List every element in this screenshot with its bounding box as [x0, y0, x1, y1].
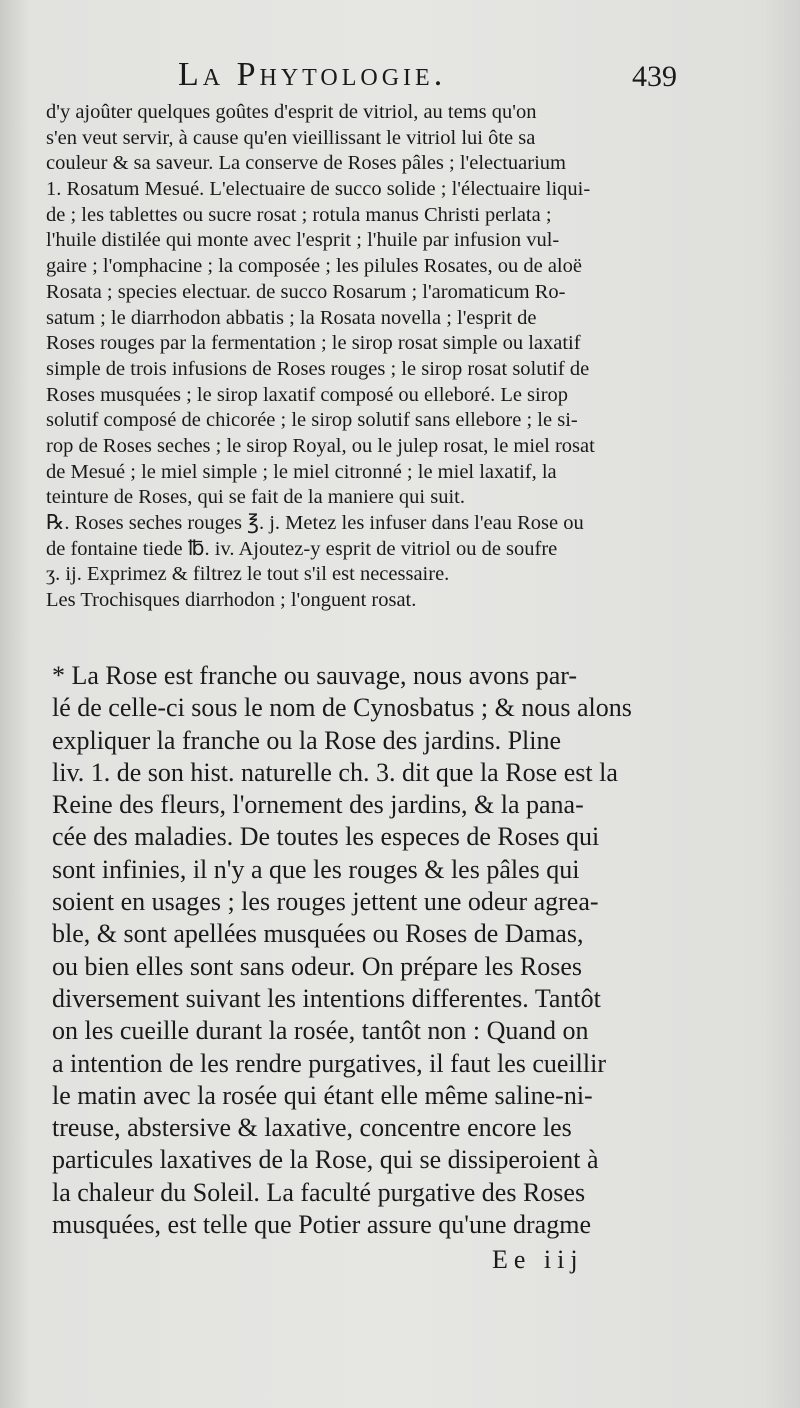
text-line: Rosata ; species electuar. de succo Rosarum ; l'aromaticum Ro-: [46, 280, 566, 303]
running-title: La Phytologie.: [178, 56, 447, 93]
text-line: Les Trochisques diarrhodon ; l'onguent rosat.: [46, 589, 417, 612]
text-line: liv. 1. de son hist. naturelle ch. 3. dit que la Rose est la: [52, 757, 618, 787]
text-line: musquées, est telle que Potier assure qu'une dragme: [52, 1210, 591, 1240]
text-line: ble, & sont apellées musquées ou Roses de Damas,: [52, 919, 584, 949]
text-line: la chaleur du Soleil. La faculté purgative des Roses: [52, 1177, 586, 1207]
text-line: a intention de les rendre purgatives, il faut les cueillir: [52, 1048, 607, 1078]
text-line: treuse, abstersive & laxative, concentre encore les: [52, 1113, 572, 1143]
text-line: solutif composé de chicorée ; le sirop solutif sans ellebore ; le si-: [46, 409, 578, 432]
signature-mark: Ee iij: [492, 1245, 584, 1274]
text-line: teinture de Roses, qui se fait de la maniere qui suit.: [46, 486, 465, 509]
text-line: satum ; le diarrhodon abbatis ; la Rosata novella ; l'esprit de: [46, 306, 537, 329]
text-line: couleur & sa saveur. La conserve de Roses pâles ; l'electuarium: [46, 152, 566, 175]
text-line: soient en usages ; les rouges jettent une odeur agrea-: [52, 887, 599, 917]
page-header: [0, 56, 800, 100]
text-line: sont infinies, il n'y a que les rouges & les pâles qui: [52, 854, 580, 884]
recipe-text-block: [46, 100, 686, 614]
text-line: d'y ajoûter quelques goûtes d'esprit de vitriol, au tems qu'on: [46, 101, 537, 123]
text-line: on les cueille durant la rosée, tantôt non : Quand on: [52, 1016, 589, 1046]
text-line: le matin avec la rosée qui étant elle même saline-ni-: [52, 1080, 593, 1110]
text-line: simple de trois infusions de Roses rouges ; le sirop rosat solutif de: [46, 357, 590, 380]
text-line: cée des maladies. De toutes les especes de Roses qui: [52, 822, 600, 852]
text-line: diversement suivant les intentions differentes. Tantôt: [52, 983, 601, 1013]
text-line: ou bien elles sont sans odeur. On prépare les Roses: [52, 951, 583, 981]
text-line: 1. Rosatum Mesué. L'electuaire de succo solide ; l'électuaire liqui-: [46, 178, 591, 201]
page-number: 439: [632, 60, 677, 93]
text-line: expliquer la franche ou la Rose des jardins. Pline: [52, 725, 562, 755]
text-line: Roses musquées ; le sirop laxatif composé ou elleboré. Le sirop: [46, 383, 569, 406]
text-line: gaire ; l'omphacine ; la composée ; les pilules Rosates, ou de aloë: [46, 255, 582, 278]
commentary-text-block: [52, 660, 692, 1241]
text-line: Roses rouges par la fermentation ; le sirop rosat simple ou laxatif: [46, 332, 581, 355]
text-line: de ; les tablettes ou sucre rosat ; rotula manus Christi perlata ;: [46, 203, 552, 226]
text-line: rop de Roses seches ; le sirop Royal, ou le julep rosat, le miel rosat: [46, 434, 595, 457]
text-line: ʒ. ij. Exprimez & filtrez le tout s'il est necessaire.: [46, 563, 450, 586]
text-line: de fontaine tiede ℔. iv. Ajoutez-y esprit de vitriol ou de soufre: [46, 537, 558, 560]
text-line: s'en veut servir, à cause qu'en vieillissant le vitriol lui ôte sa: [46, 126, 536, 149]
text-line: lé de celle-ci sous le nom de Cynosbatus ; & nous alons: [52, 693, 632, 723]
text-line: * La Rose est franche ou sauvage, nous avons par-: [52, 661, 578, 690]
text-line: de Mesué ; le miel simple ; le miel citronné ; le miel laxatif, la: [46, 460, 557, 483]
text-line: ℞. Roses seches rouges ℥. j. Metez les infuser dans l'eau Rose ou: [46, 512, 584, 534]
text-line: Reine des fleurs, l'ornement des jardins, & la pana-: [52, 790, 584, 820]
text-line: l'huile distilée qui monte avec l'esprit ; l'huile par infusion vul-: [46, 229, 560, 252]
text-line: particules laxatives de la Rose, qui se dissiperoient à: [52, 1145, 599, 1175]
